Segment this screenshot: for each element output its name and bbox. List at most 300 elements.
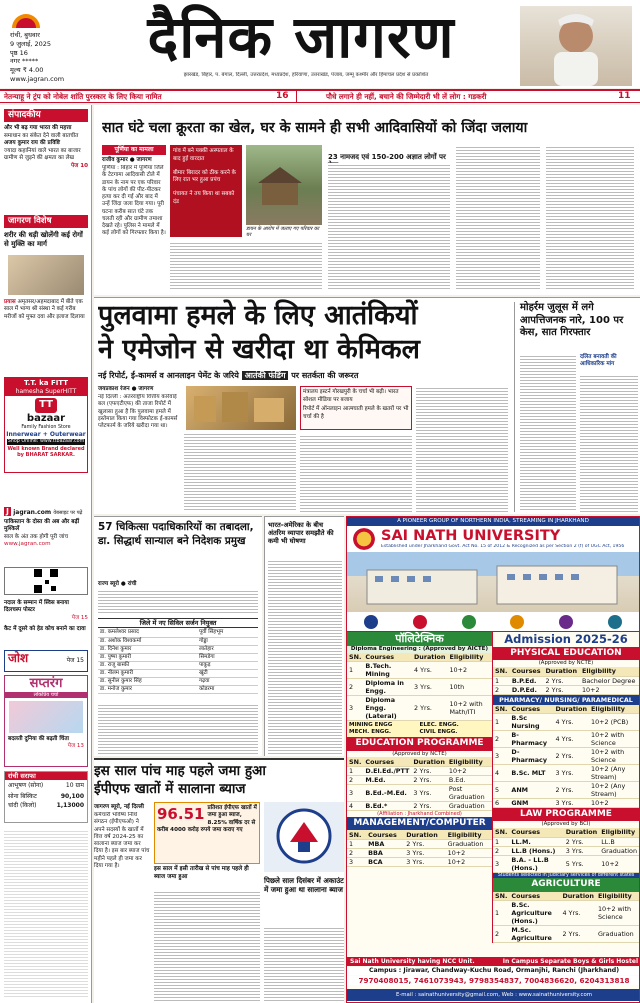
second-subhead-tail: पर सतर्कता की जरूरत bbox=[291, 371, 359, 380]
ticker-divider bbox=[296, 91, 297, 103]
second-story bbox=[94, 297, 640, 514]
editorial-item[interactable]: ज्यादा कहानियां वाले भारत का बाजार bbox=[4, 147, 81, 154]
ad-col-header: Eligibility bbox=[447, 757, 492, 766]
course-cell: 3 Yrs. bbox=[412, 679, 448, 696]
page-ref: पेज 10 bbox=[70, 162, 88, 169]
course-cell: B.Ed. bbox=[447, 775, 492, 784]
campus-address: Campus : Jirawar, Chandway-Kuchu Road, Ormanjhi, Ranchi (Jharkhand) bbox=[347, 967, 640, 975]
second-bullet: रिपोर्ट में ऑनलाइन आत्मघाती हमले के खतरों पर भी चर्चा की है bbox=[303, 406, 409, 420]
course-cell: LL.M. bbox=[509, 837, 563, 846]
third-body-2 bbox=[98, 703, 258, 755]
bottom-right-headline[interactable]: पिछले साल दिसंबर में अकाउंट में जमा हुआ था सालाना ब्याज bbox=[264, 876, 344, 894]
sarafa-label: सोना बिस्किट bbox=[8, 792, 37, 800]
surgeon-name: डा. अशोक विश्वकर्मा bbox=[98, 637, 197, 645]
course-row bbox=[493, 901, 639, 926]
ad-col-header: SN. bbox=[347, 830, 366, 839]
bottom-byline: जागरण ब्यूरो, नई दिल्ली bbox=[94, 804, 144, 810]
sarafa-unit: 10 ग्राम bbox=[65, 782, 84, 790]
date-full: 9 जुलाई, 2025 bbox=[10, 39, 51, 48]
saptrang-label: सप्तरंग bbox=[29, 676, 63, 691]
third-right-body bbox=[268, 559, 342, 755]
agri-table bbox=[493, 892, 639, 944]
course-cell: 2 Yrs. bbox=[554, 748, 590, 765]
ad-col-header: SN. bbox=[493, 667, 510, 676]
surgeon-district: लातेहार bbox=[197, 645, 258, 653]
josh-box[interactable] bbox=[4, 650, 88, 672]
surgeon-name: डा. पुष्पा कुमारी bbox=[98, 653, 197, 661]
ad-university-name: SAI NATH UNIVERSITY bbox=[381, 528, 561, 545]
website[interactable]: www.jagran.com bbox=[10, 75, 65, 83]
course-cell: 3 Yrs. bbox=[564, 846, 600, 855]
ad-body bbox=[347, 632, 639, 943]
prayas-block bbox=[4, 299, 88, 321]
ad-col-header: SN. bbox=[349, 757, 362, 766]
course-cell: 3 Yrs. bbox=[554, 799, 590, 808]
ad-col-header: Eligibility bbox=[589, 705, 639, 714]
course-cell: D.El.Ed./PTT bbox=[365, 766, 410, 775]
course-cell: 10+2 bbox=[589, 799, 639, 808]
surgeon-name: डा. राजू बास्की bbox=[98, 661, 197, 669]
mgmt-title: MANAGEMENT/COMPUTER bbox=[347, 817, 492, 830]
course-row bbox=[493, 714, 639, 731]
course-cell: 10+2 with Science bbox=[589, 748, 639, 765]
course-cell: 1 bbox=[347, 766, 363, 775]
course-cell: 4 Yrs. bbox=[554, 714, 590, 731]
second-right-headline[interactable]: मोहर्रम जुलूस में लगे आपत्तिजनक नारे, 100 पर केस, सात गिरफ्तार bbox=[520, 302, 624, 338]
course-cell: 2 Yrs. bbox=[543, 676, 580, 685]
second-byline: जयप्रकाश रंजन ● जागरण bbox=[98, 386, 154, 392]
course-cell: 2 bbox=[493, 926, 509, 943]
course-cell: 10+2 (Any Stream) bbox=[589, 765, 639, 782]
course-cell: 10+2 bbox=[446, 857, 492, 866]
brand-title: दैनिक जागरण bbox=[147, 3, 455, 71]
course-cell: 2 Yrs. bbox=[411, 801, 447, 810]
visesh-headline[interactable]: शरीर की धड़ी खोलेंगी कई रोगों से मुक्ति का मार्ग bbox=[4, 231, 83, 249]
lead-bullet: गांव में बने पक्की अस्पताल के बाद हुई वारदात bbox=[173, 148, 234, 162]
editorial-item[interactable]: समाधान का संकेत देने वाली बातचीत bbox=[4, 132, 79, 139]
saptrang-box[interactable] bbox=[4, 675, 88, 767]
jagran-box-sub: वेबसाइट पर पढ़ें bbox=[53, 510, 83, 516]
course-cell: 10+2 (PCB) bbox=[589, 714, 639, 731]
course-cell: 3 bbox=[347, 784, 363, 801]
surgeon-row bbox=[98, 653, 258, 661]
ad-col-header: Duration bbox=[543, 667, 580, 676]
course-cell: 2 Yrs. bbox=[404, 839, 445, 848]
bottom-stat-box bbox=[154, 802, 260, 864]
course-cell: B.Sc. Agriculture (Hons.) bbox=[509, 901, 560, 926]
saptrang-page: पेज 13 bbox=[67, 743, 84, 750]
sarafa-row bbox=[5, 801, 87, 811]
editorial-item[interactable]: और भी बढ़ गया भारत की महत्ता bbox=[4, 125, 72, 131]
lead-bullets bbox=[170, 145, 242, 237]
bottom-right-body bbox=[264, 926, 344, 1002]
jagran-box-text2: साल के अंत तक होगी पूरी जांच bbox=[4, 533, 69, 540]
second-right-side-body bbox=[580, 374, 638, 512]
lead-bullet: पंचायत ने तय किया था सबको दंड bbox=[173, 191, 235, 206]
course-cell: 10+2 bbox=[599, 855, 639, 872]
approval-logos bbox=[347, 612, 639, 632]
cat-text[interactable]: कैट में दूसरे को हेड कोच बनाने का दावा bbox=[4, 625, 86, 632]
third-headline[interactable]: 57 चिकित्सा पदाधिकारियों का तबादला, डा. सिद्धार्थ सान्याल बने निदेशक प्रमुख bbox=[98, 521, 254, 547]
course-row bbox=[493, 676, 639, 685]
second-subhead-text: नई रिपोर्ट, ई-कामर्स व आनलाइन पेमेंट के जरिये bbox=[98, 371, 239, 380]
sarafa-value: 90,100 bbox=[60, 792, 84, 800]
ad-table-header bbox=[347, 757, 492, 766]
surgeon-name: डा. कमलेश्वर प्रसाद bbox=[98, 629, 197, 637]
aicte-logo-icon bbox=[413, 615, 427, 629]
third-story bbox=[94, 516, 262, 756]
ticker-bar bbox=[0, 89, 640, 103]
lead-photo-caption: डायन के आरोप में जलाए गए परिवार का घर bbox=[246, 226, 320, 239]
course-row bbox=[347, 679, 492, 696]
course-cell: 10+2 bbox=[447, 662, 492, 679]
ad-col-header: Duration bbox=[413, 757, 445, 766]
surgeon-district: गढ़वा bbox=[197, 677, 258, 685]
surgeon-district: पाकुड़ bbox=[197, 661, 258, 669]
course-row bbox=[347, 662, 492, 679]
josh-label: जोश bbox=[8, 651, 29, 665]
second-divider bbox=[514, 302, 515, 512]
ad-col-header: Duration bbox=[565, 828, 598, 837]
edu-sub: (Approved by NCTE) bbox=[392, 750, 447, 757]
polytechnic-sub: Diploma Engineering : (Approved by AICTE) bbox=[347, 646, 492, 653]
ad-col-header: Courses bbox=[363, 653, 412, 662]
jagran-link[interactable]: www.jagran.com bbox=[4, 540, 51, 547]
surgeon-name: डा. दिनेश कुमार bbox=[98, 645, 197, 653]
third-body bbox=[98, 589, 258, 615]
second-headline-2[interactable]: ने एमेजोन से खरीदा था केमिकल bbox=[98, 334, 420, 365]
bci-logo-icon bbox=[559, 615, 573, 629]
visesh-title: जागरण विशेष bbox=[4, 215, 88, 228]
j-icon: J bbox=[6, 507, 9, 516]
sainath-ad[interactable] bbox=[346, 516, 640, 1003]
lead-byline: राजीव कुमार ● जागरण bbox=[102, 157, 152, 163]
third-right-headline[interactable]: भारत-अमेरिका के बीच अंतरिम व्यापार समझौते की कमी भी घोषणा bbox=[268, 521, 334, 546]
course-cell: B.Sc. MLT bbox=[509, 765, 553, 782]
epfo-logo-icon bbox=[264, 802, 344, 872]
lead-body-col2 bbox=[170, 241, 322, 291]
ad-col-header: SN. bbox=[495, 891, 508, 900]
ad-table-header bbox=[493, 892, 639, 901]
ad-col-header: Duration bbox=[413, 653, 446, 662]
ad-col-header: Eligibility bbox=[599, 828, 639, 837]
admission-label: Admission 2025-26 bbox=[504, 632, 628, 646]
ticker-left-page: 16 bbox=[276, 91, 289, 101]
josh-page: पेज 15 bbox=[66, 657, 84, 664]
prayas-text: अमृतसर/अहमदाबाद में बीते एक साल में भाग्य श्री संस्था ने कई गरीब मरीजों को मुफ्त दवा और इलाज दिलाया bbox=[4, 299, 85, 320]
course-cell: 3 Yrs. bbox=[404, 857, 445, 866]
course-cell: 2 bbox=[347, 848, 366, 857]
ad-col-header: Courses bbox=[366, 830, 404, 839]
course-cell: Graduation bbox=[601, 846, 637, 855]
sports-block bbox=[4, 600, 88, 633]
surgeon-district: खूंटी bbox=[197, 669, 258, 677]
course-row bbox=[347, 801, 492, 810]
jagran-box-header bbox=[4, 507, 88, 515]
agri-title: AGRICULTURE bbox=[493, 878, 639, 891]
inc-logo-icon bbox=[608, 615, 622, 629]
course-cell: LL.B bbox=[599, 837, 639, 846]
course-cell: B.Ed.* bbox=[363, 801, 411, 810]
surgeon-name: डा. सुनील कुमार सिंह bbox=[98, 677, 197, 685]
surgeon-row bbox=[98, 629, 258, 637]
phys-title: PHYSICAL EDUCATION bbox=[493, 647, 639, 660]
surgeon-district: पूर्वी सिंहभूम bbox=[197, 629, 258, 637]
lead-headline[interactable]: सात घंटे चला क्रूरता का खेल, घर के सामने ही सभी आदिवासियों को जिंदा जलाया bbox=[102, 120, 528, 136]
ad-tagline: A PIONEER GROUP OF NORTHERN INDIA, STREAMING IN JHARKHAND bbox=[347, 517, 639, 526]
course-cell: 1 bbox=[493, 837, 509, 846]
course-row bbox=[493, 748, 639, 765]
surgeon-row bbox=[98, 637, 258, 645]
lead-story bbox=[94, 105, 640, 295]
saptrang-photo bbox=[9, 701, 83, 733]
bottom-stat-value: 96.51 bbox=[157, 805, 205, 823]
course-cell: 4 bbox=[347, 801, 363, 810]
course-cell: LL.B (Hons.) bbox=[509, 846, 563, 855]
course-row bbox=[347, 696, 492, 721]
ad-table-header bbox=[347, 653, 492, 662]
prayas-label: प्रयास bbox=[4, 299, 16, 305]
surgeon-name: डा. मनोज कुमार bbox=[98, 685, 197, 693]
course-cell: 3 bbox=[347, 696, 363, 721]
surgeon-row bbox=[98, 661, 258, 669]
course-cell: 1 bbox=[347, 839, 366, 848]
campus-photo bbox=[347, 552, 639, 612]
ad-innerwear: Innerwear + Outerwear bbox=[6, 430, 86, 438]
edition: नगर ***** bbox=[10, 57, 39, 66]
ad-sarkar: Well known Brand declared by BHARAT SARKAR. bbox=[7, 446, 85, 459]
course-cell: Bachelor Degree bbox=[580, 676, 639, 685]
course-cell: BCA bbox=[366, 857, 404, 866]
ad-col-header: Duration bbox=[404, 830, 445, 839]
course-cell: 4 bbox=[493, 765, 509, 782]
course-cell: 10+2 (Any Stream) bbox=[589, 782, 639, 799]
surgeon-district: गोड्डा bbox=[197, 637, 258, 645]
sarafa-box bbox=[4, 771, 88, 823]
third-right-story bbox=[264, 516, 344, 756]
lead-side-headline[interactable]: 23 नामजद एवं 150-200 अज्ञात लोगों पर bbox=[328, 153, 446, 161]
course-cell: B.A. - LL.B (Hons.) bbox=[509, 855, 563, 872]
course-row bbox=[493, 685, 639, 694]
ncc-note: Sai Nath University having NCC Unit. bbox=[350, 958, 475, 965]
surgeon-row bbox=[98, 685, 258, 693]
poly-branches bbox=[347, 721, 492, 737]
course-cell: 5 Yrs. bbox=[564, 855, 600, 872]
course-cell: B-Pharmacy bbox=[509, 731, 553, 748]
second-bullets bbox=[300, 386, 412, 430]
course-cell: 2 Yrs. bbox=[564, 837, 600, 846]
second-bullet: मंत्रालय इस्टर्न गोरखपुरी के चर्चा भी बढ़ी। भारत सोशल मीडिया पर बजाय bbox=[303, 389, 399, 403]
course-cell: 10+2 bbox=[447, 766, 492, 775]
gadkari-photo bbox=[520, 6, 632, 86]
law-title: LAW PROGRAMME bbox=[493, 808, 639, 821]
surgeon-district: कोडरमा bbox=[197, 685, 258, 693]
ad-table-header bbox=[347, 830, 492, 839]
second-right-body bbox=[520, 354, 576, 512]
sports-text[interactable]: नदाल के सम्मान में स्विस बनाया दिलचस्प पोस्टर bbox=[4, 600, 70, 614]
second-right-side-head: दलित बनावती की आधिकारिक मांग bbox=[580, 354, 617, 367]
course-row bbox=[347, 848, 492, 857]
second-body-col3 bbox=[300, 434, 412, 512]
ad-col-header: SN. bbox=[495, 828, 508, 837]
course-cell: 6 bbox=[493, 799, 509, 808]
ad-phones[interactable]: 7970408015, 7461073943, 9798354837, 7004836620, 6204313818 bbox=[347, 976, 640, 985]
mgmt-table bbox=[347, 830, 492, 867]
course-cell: 3 bbox=[493, 855, 509, 872]
price: मूल्य ₹ 4.00 bbox=[10, 66, 44, 75]
ad-col-header: Courses bbox=[363, 757, 411, 766]
qr-code-icon bbox=[4, 567, 88, 595]
course-cell: M.Sc. Agriculture bbox=[509, 926, 560, 943]
lead-body-col4 bbox=[456, 145, 540, 291]
course-cell: 3 Yrs. bbox=[554, 765, 590, 782]
course-cell: 1 bbox=[493, 714, 509, 731]
lead-body-col5 bbox=[546, 145, 634, 291]
ad-col-header: SN. bbox=[349, 653, 362, 662]
sarafa-label: चांदी (किलो) bbox=[8, 802, 37, 810]
sarafa-row bbox=[5, 792, 87, 802]
edu-table bbox=[347, 757, 492, 811]
jagran-box-site[interactable]: jagran.com bbox=[13, 509, 52, 516]
jagran-box-body bbox=[4, 519, 88, 548]
jagran-sun-logo bbox=[10, 8, 42, 30]
course-cell: 3 Yrs. bbox=[404, 848, 445, 857]
surgeon-row bbox=[98, 669, 258, 677]
course-cell: D-Pharmacy bbox=[509, 748, 553, 765]
course-cell: 2 Yrs. bbox=[560, 926, 596, 943]
course-row bbox=[347, 775, 492, 784]
ad-col-header: Eligibility bbox=[447, 653, 492, 662]
course-cell: MBA bbox=[366, 839, 404, 848]
polytechnic-title: पॉलिटेक्निक bbox=[347, 632, 492, 646]
law-note: Students selected in Judiciary services of different states bbox=[493, 873, 639, 879]
ad-table-header bbox=[493, 828, 639, 837]
edu-note: (Affiliation : Jharkhand Combined) bbox=[377, 810, 462, 817]
course-cell: 10+2 with Math/ITI bbox=[447, 696, 492, 721]
ticker-right[interactable]: पौधे लगाने ही नहीं, बचाने की जिम्मेदारी भी लें लोग : गडकरी bbox=[326, 92, 487, 101]
course-cell: Diploma in Engg. bbox=[363, 679, 412, 696]
ad-col-header: SN. bbox=[495, 704, 508, 713]
lead-body-col3 bbox=[328, 163, 450, 291]
surgeon-row bbox=[98, 677, 258, 685]
course-cell: 2 bbox=[347, 775, 363, 784]
course-cell: GNM bbox=[509, 799, 553, 808]
ad-col-header: Eligibility bbox=[580, 667, 639, 676]
course-cell: ANM bbox=[509, 782, 553, 799]
surgeon-district: सिमडेगा bbox=[197, 653, 258, 661]
course-cell: 2 Yrs. bbox=[411, 775, 447, 784]
course-row bbox=[493, 926, 639, 943]
bottom-bullet: इस साल में इसी तारीख से पांच माह पहले ही ब्याज जमा हुआ bbox=[154, 866, 249, 880]
ad-col-header: Duration bbox=[562, 891, 594, 900]
third-byline: राज्य ब्यूरो ● रांची bbox=[98, 581, 137, 587]
second-headline-1[interactable]: पुलवामा हमले के लिए आतंकियों bbox=[98, 300, 418, 331]
course-cell: Graduation bbox=[447, 801, 492, 810]
left-sidebar bbox=[0, 105, 92, 1003]
second-subhead-tag: आतंकी फंडिंग bbox=[242, 371, 289, 380]
second-photo bbox=[186, 386, 296, 430]
surgeon-row bbox=[98, 645, 258, 653]
course-cell: 5 bbox=[493, 782, 509, 799]
course-cell: Post Graduation bbox=[447, 784, 492, 801]
editorial-list bbox=[4, 125, 88, 170]
course-cell: 1 bbox=[347, 662, 363, 679]
course-cell: 2 bbox=[493, 846, 509, 855]
branch: MINING ENGG bbox=[349, 722, 393, 729]
tt-bazaar-ad[interactable] bbox=[4, 377, 88, 473]
editorial-item[interactable]: अजय कुमार राय की प्रविष्टि bbox=[4, 140, 61, 147]
sarafa-value: 1,13000 bbox=[56, 802, 84, 810]
branch: CIVIL ENGG. bbox=[419, 729, 458, 736]
course-cell: B.Ed.-M.Ed. bbox=[363, 784, 411, 801]
visesh-photo bbox=[8, 255, 84, 295]
ad-shop-url: Shop Online: www.ttbazaar.com bbox=[7, 439, 85, 445]
course-row bbox=[493, 837, 639, 846]
ad-col-header: Courses bbox=[509, 705, 553, 714]
pharm-table bbox=[493, 705, 639, 809]
tt-logo-icon: TT bbox=[5, 398, 87, 413]
ad-left-col bbox=[347, 632, 493, 943]
date-day: रांची, बुधवार bbox=[10, 31, 40, 39]
lead-kicker: पूर्णिया का मामला bbox=[102, 145, 166, 155]
course-cell: BBA bbox=[366, 848, 404, 857]
bottom-story bbox=[94, 758, 344, 1003]
sarafa-row bbox=[5, 780, 87, 792]
course-cell: 1 bbox=[493, 901, 509, 926]
course-cell: 4 Yrs. bbox=[554, 731, 590, 748]
ugc-logo-icon bbox=[364, 615, 378, 629]
bottom-body-col2 bbox=[154, 890, 260, 1002]
course-cell: 2 Yrs. bbox=[554, 782, 590, 799]
date-block bbox=[10, 31, 51, 75]
course-cell: 4 Yrs. bbox=[560, 901, 596, 926]
second-body-col1: नई दिल्ली : अंतरराष्ट्रीय वित्तीय कार्रवाई बल (एफएटीएफ) की ताजा रिपोर्ट में खुलासा हुआ है कि पुलवामा हमले में इस्तेमाल किया गया विस्फोटक ई-कामर्स प्लेटफार्म के जरिये खरीदा गया था। bbox=[98, 394, 178, 430]
branch: MECH. ENGG. bbox=[349, 729, 392, 736]
course-cell: B.Tech. Mining bbox=[363, 662, 412, 679]
ncte-logo-icon bbox=[462, 615, 476, 629]
ticker-left[interactable]: नेतन्याहू ने ट्रंप को नोबेल शांति पुरस्कार के लिए किया नामित bbox=[4, 92, 162, 101]
course-cell: 3 bbox=[347, 857, 366, 866]
ticker-right-page: 11 bbox=[618, 91, 631, 101]
law-sub: (Approved by BCI) bbox=[541, 821, 591, 828]
course-row bbox=[493, 731, 639, 748]
course-cell: 2 Yrs. bbox=[412, 696, 448, 721]
lead-bullet: बीमार बिरादर को ठीक करने के लिए रात भर हुआ प्रपंच bbox=[173, 169, 236, 184]
jagran-box-text[interactable]: पाकिस्तान के दोस्त की अब और बढ़ीं मुश्किलें bbox=[4, 519, 80, 533]
second-body-col2 bbox=[184, 432, 296, 512]
law-table bbox=[493, 828, 639, 873]
bottom-stat-text: प्रतिशत ईपीएफ खातों में जमा हुआ ब्याज, 8.25% वार्षिक दर से करीब 4000 करोड़ रुपये जमा कराए गए bbox=[157, 805, 257, 833]
course-cell: Graduation bbox=[596, 926, 639, 943]
course-row bbox=[493, 782, 639, 799]
ad-email[interactable]: E-mail : sainathuniversity@gmail.com, Web : www.sainathuniversity.com bbox=[347, 989, 640, 1001]
branch: ELEC. ENGG. bbox=[419, 722, 459, 729]
saptrang-text: बदलती दुनिया की बढ़ती चिंता bbox=[8, 736, 69, 743]
editorial-item[interactable]: ग्रामीण से जुड़ने की क्षमता का लेख bbox=[4, 155, 74, 162]
course-cell: 4 Yrs. bbox=[412, 662, 448, 679]
ad-header bbox=[347, 526, 639, 552]
bottom-headline-2[interactable]: ईपीएफ खातों में सालाना ब्याज bbox=[94, 781, 246, 797]
bottom-headline-1[interactable]: इस साल पांच माह पहले जमा हुआ bbox=[94, 763, 266, 779]
second-subhead bbox=[98, 371, 514, 381]
third-list-table bbox=[98, 629, 258, 694]
course-cell: 10th bbox=[447, 679, 492, 696]
course-row bbox=[493, 799, 639, 808]
course-row bbox=[347, 857, 492, 866]
ad-brand: T.T. ka FITT bbox=[5, 378, 87, 388]
course-cell: B.Sc Nursing bbox=[509, 714, 553, 731]
course-cell: 10+2 bbox=[580, 685, 639, 694]
